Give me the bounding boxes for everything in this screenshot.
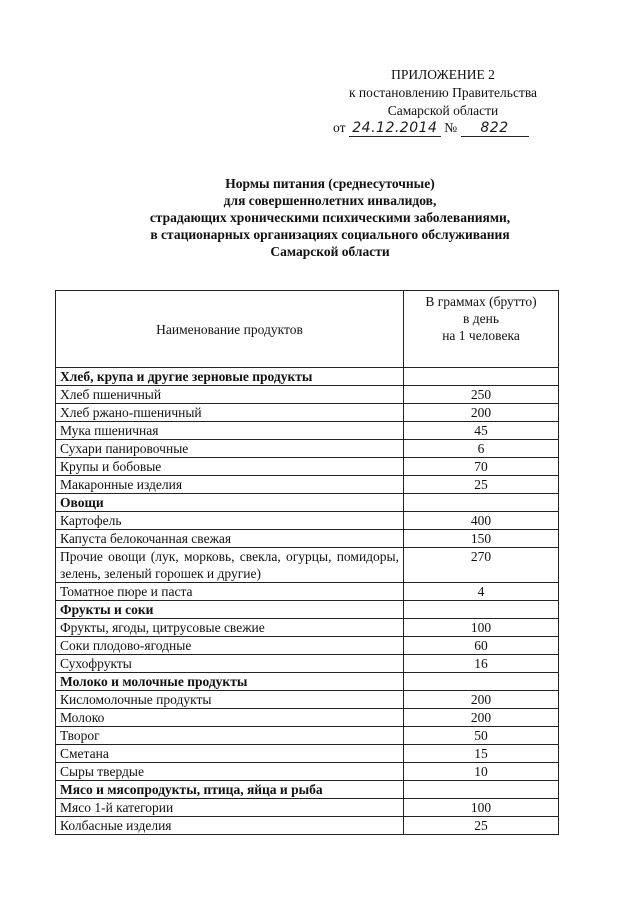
table-row bbox=[56, 655, 559, 673]
number-prefix: № bbox=[444, 120, 458, 135]
table-section-row bbox=[56, 781, 559, 799]
product-grams: 15 bbox=[404, 745, 559, 763]
section-name: Хлеб, крупа и другие зерновые продукты bbox=[56, 368, 404, 386]
product-grams: 200 bbox=[404, 691, 559, 709]
product-name: Сметана bbox=[56, 745, 404, 763]
product-name: Сыры твердые bbox=[56, 763, 404, 781]
table-row bbox=[56, 422, 559, 440]
header-unit-line: в день bbox=[463, 311, 499, 326]
table-row bbox=[56, 458, 559, 476]
product-grams: 25 bbox=[404, 817, 559, 835]
table-row bbox=[56, 799, 559, 817]
product-name: Хлеб ржано-пшеничный bbox=[56, 404, 404, 422]
product-grams: 4 bbox=[404, 583, 559, 601]
product-grams bbox=[404, 673, 559, 691]
product-name: Соки плодово-ягодные bbox=[56, 637, 404, 655]
header-unit-line: В граммах (брутто) bbox=[425, 294, 537, 309]
product-name: Сухофрукты bbox=[56, 655, 404, 673]
table-section-row bbox=[56, 368, 559, 386]
product-name: Макаронные изделия bbox=[56, 476, 404, 494]
appendix-block bbox=[318, 66, 568, 120]
table-row bbox=[56, 548, 559, 583]
table-section-row bbox=[56, 673, 559, 691]
section-name: Молоко и молочные продукты bbox=[56, 673, 404, 691]
product-name: Мука пшеничная bbox=[56, 422, 404, 440]
title-line: Самарской области bbox=[270, 244, 390, 259]
table-row bbox=[56, 530, 559, 548]
table-row bbox=[56, 745, 559, 763]
product-name: Колбасные изделия bbox=[56, 817, 404, 835]
product-grams: 100 bbox=[404, 619, 559, 637]
product-name: Молоко bbox=[56, 709, 404, 727]
section-name: Фрукты и соки bbox=[56, 601, 404, 619]
header-unit bbox=[404, 291, 559, 368]
appendix-region: Самарской области bbox=[387, 103, 499, 118]
product-grams: 70 bbox=[404, 458, 559, 476]
product-grams: 50 bbox=[404, 727, 559, 745]
product-grams: 150 bbox=[404, 530, 559, 548]
product-grams: 16 bbox=[404, 655, 559, 673]
product-name: Томатное пюре и паста bbox=[56, 583, 404, 601]
table-row bbox=[56, 637, 559, 655]
product-grams: 100 bbox=[404, 799, 559, 817]
product-name: Кисломолочные продукты bbox=[56, 691, 404, 709]
handwritten-date: 24.12.2014 bbox=[349, 120, 441, 137]
title-line: Нормы питания (среднесуточные) bbox=[225, 176, 435, 191]
product-grams: 200 bbox=[404, 709, 559, 727]
product-name: Хлеб пшеничный bbox=[56, 386, 404, 404]
nutrition-norms-table bbox=[55, 290, 559, 835]
table-row bbox=[56, 440, 559, 458]
table-row bbox=[56, 727, 559, 745]
table-row bbox=[56, 512, 559, 530]
appendix-decree: к постановлению Правительства bbox=[348, 85, 538, 100]
product-grams: 250 bbox=[404, 386, 559, 404]
table-row bbox=[56, 619, 559, 637]
table-header-row bbox=[56, 291, 559, 368]
header-product-name: Наименование продуктов bbox=[56, 291, 404, 368]
product-name: Мясо 1-й категории bbox=[56, 799, 404, 817]
product-grams: 25 bbox=[404, 476, 559, 494]
handwritten-number: 822 bbox=[461, 120, 529, 137]
product-grams: 270 bbox=[404, 548, 559, 583]
product-name: Сухари панировочные bbox=[56, 440, 404, 458]
product-grams bbox=[404, 601, 559, 619]
table-body bbox=[56, 368, 559, 835]
document-title bbox=[60, 175, 600, 260]
title-line: страдающих хроническими психическими заболеваниями, bbox=[149, 210, 511, 225]
product-name: Фрукты, ягоды, цитрусовые свежие bbox=[56, 619, 404, 637]
date-prefix: от bbox=[333, 120, 346, 135]
table-row bbox=[56, 691, 559, 709]
table-row bbox=[56, 404, 559, 422]
table-section-row bbox=[56, 494, 559, 512]
product-name: Капуста белокочанная свежая bbox=[56, 530, 404, 548]
product-grams bbox=[404, 368, 559, 386]
product-grams bbox=[404, 494, 559, 512]
table-row bbox=[56, 763, 559, 781]
product-name: Творог bbox=[56, 727, 404, 745]
product-name: Прочие овощи (лук, морковь, свекла, огурцы, помидоры, зелень, зеленый горошек и другие) bbox=[56, 548, 404, 583]
product-name: Картофель bbox=[56, 512, 404, 530]
title-line: для совершеннолетних инвалидов, bbox=[223, 193, 437, 208]
table-row bbox=[56, 817, 559, 835]
table-section-row bbox=[56, 601, 559, 619]
table-row bbox=[56, 583, 559, 601]
product-grams: 10 bbox=[404, 763, 559, 781]
product-grams: 200 bbox=[404, 404, 559, 422]
order-line bbox=[333, 120, 529, 137]
product-grams bbox=[404, 781, 559, 799]
section-name: Мясо и мясопродукты, птица, яйца и рыба bbox=[56, 781, 404, 799]
header-unit-line: на 1 человека bbox=[442, 328, 520, 343]
product-grams: 60 bbox=[404, 637, 559, 655]
product-name: Крупы и бобовые bbox=[56, 458, 404, 476]
table-row bbox=[56, 476, 559, 494]
title-line: в стационарных организациях социального обслуживания bbox=[150, 227, 510, 242]
product-grams: 400 bbox=[404, 512, 559, 530]
appendix-title: ПРИЛОЖЕНИЕ 2 bbox=[391, 67, 495, 82]
table-row bbox=[56, 709, 559, 727]
product-grams: 45 bbox=[404, 422, 559, 440]
product-grams: 6 bbox=[404, 440, 559, 458]
section-name: Овощи bbox=[56, 494, 404, 512]
table-row bbox=[56, 386, 559, 404]
